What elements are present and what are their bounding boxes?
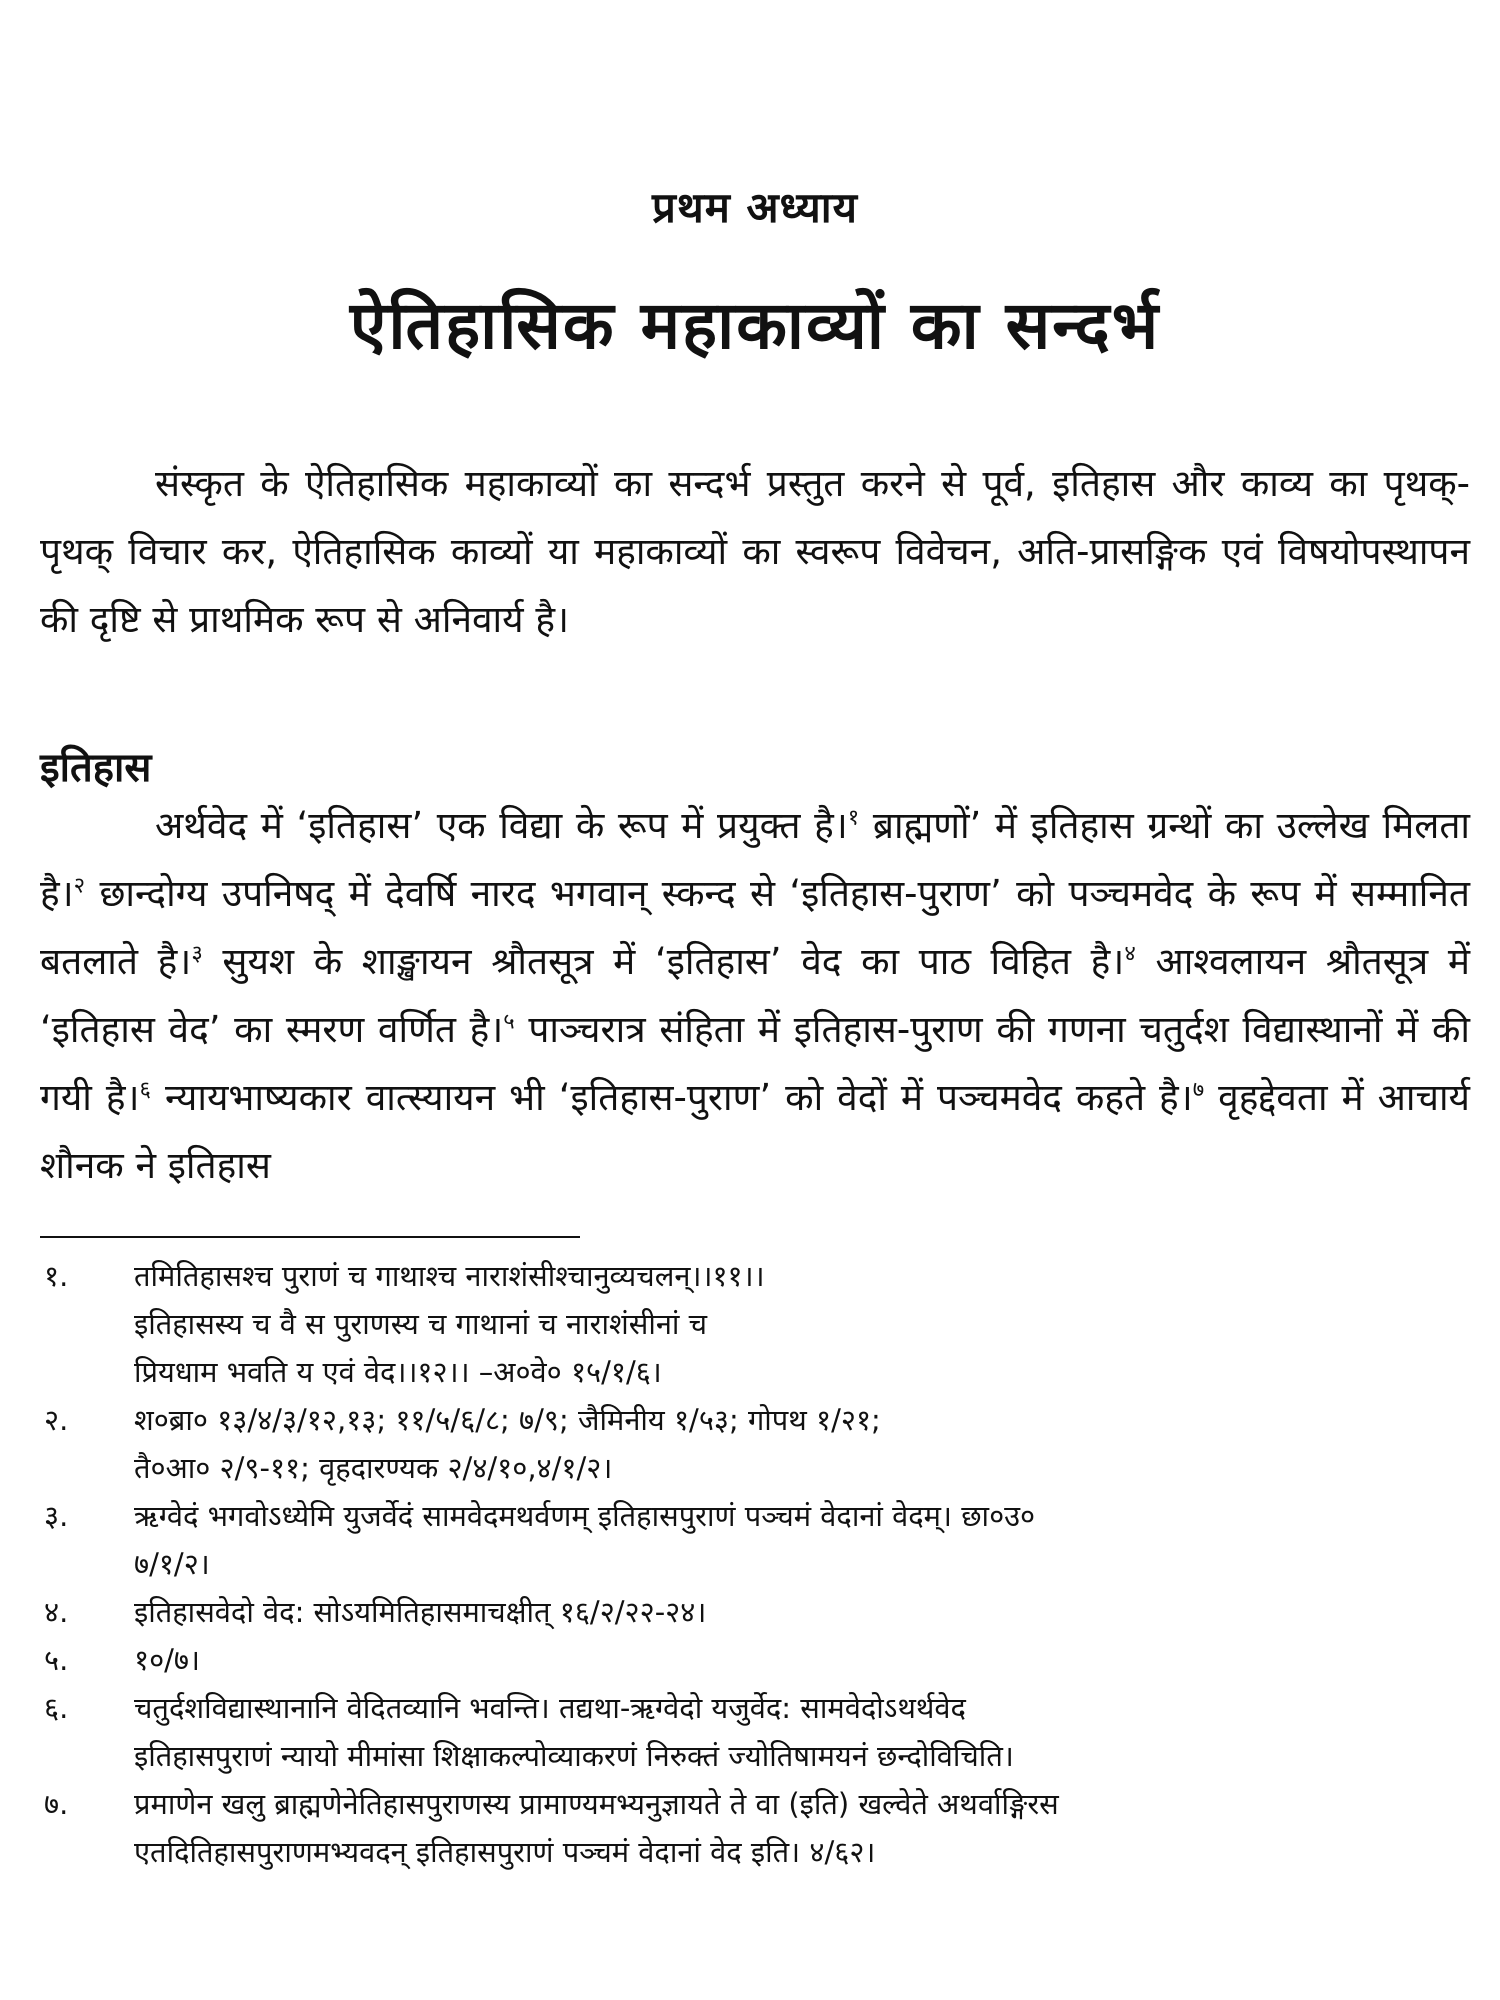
footnote-text: [134, 1396, 1470, 1492]
footnote-line: इतिहासवेदो वेद: सोऽयमितिहासमाचक्षीत् १६/२/२२-२४।: [134, 1595, 707, 1629]
intro-paragraph: [40, 450, 1470, 654]
footnote-text: [134, 1588, 1470, 1636]
footnote-line: ऋग्वेदं भगवोऽध्येमि युजर्वेदं सामवेदमथर्वणम् इतिहासपुराणं पञ्चमं वेदानां वेदम्। छा०उ०: [134, 1499, 1036, 1533]
footnote-ref: ४: [1124, 941, 1136, 967]
paragraph-segment: आश्वलायन श्रौतसूत्र में ‘इतिहास वेद’ का स्मरण वर्णित है।: [40, 940, 1470, 1051]
footnote-text: [134, 1252, 1470, 1396]
footnote-line: श०ब्रा० १३/४/३/१२,१३; ११/५/६/८; ७/९; जैमिनीय १/५३; गोपथ १/२१;: [134, 1403, 881, 1437]
footnote-item: [40, 1780, 1470, 1876]
section-paragraph: [40, 792, 1470, 1200]
footnote-number: ६.: [44, 1691, 69, 1725]
paragraph-segment: छान्दोग्य उपनिषद् में देवर्षि नारद भगवान् स्कन्द से ‘इतिहास-पुराण’ को पञ्चमवेद के रूप में सम्मानित बतलाते है।: [40, 872, 1470, 983]
footnote-item: [40, 1492, 1470, 1588]
footnote-ref: ३: [191, 941, 203, 967]
footnote-number: ३.: [44, 1499, 69, 1533]
footnotes: [40, 1252, 1470, 1876]
footnote-item: [40, 1588, 1470, 1636]
footnote-line: एतदितिहासपुराणमभ्यवदन् इतिहासपुराणं पञ्चमं वेदानां वेद इति। ४/६२।: [134, 1835, 876, 1869]
footnote-line: तमितिहासश्च पुराणं च गाथाश्च नाराशंसीश्चानुव्यचलन्।।११।।: [134, 1259, 765, 1293]
footnote-item: [40, 1636, 1470, 1684]
paragraph-segment: ब्राह्मणों’ में इतिहास ग्रन्थों का उल्लेख मिलता है।: [40, 804, 1470, 915]
footnote-line: ७/१/२।: [134, 1547, 210, 1581]
footnote-text: [134, 1636, 1470, 1684]
paragraph-segment: पाञ्चरात्र संहिता में इतिहास-पुराण की गणना चतुर्दश विद्यास्थानों में की गयी है।: [40, 1008, 1470, 1119]
section-heading: इतिहास: [40, 745, 152, 791]
footnote-ref: २: [73, 873, 86, 899]
footnote-text: [134, 1684, 1470, 1780]
footnote-ref: ७: [1192, 1077, 1205, 1103]
paragraph-segment: न्यायभाष्यकार वात्स्यायन भी ‘इतिहास-पुराण’ को वेदों में पञ्चमवेद कहते है।: [151, 1076, 1193, 1119]
footnote-item: [40, 1396, 1470, 1492]
chapter-title: ऐतिहासिक महाकाव्यों का सन्दर्भ: [349, 287, 1161, 364]
footnote-line: प्रमाणेन खलु ब्राह्मणेनेतिहासपुराणस्य प्रामाण्यमभ्यनुज्ञायते ते वा (इति) खल्वेते अथर्वाङ्गिरस: [134, 1787, 1059, 1821]
footnote-number: ४.: [44, 1595, 69, 1629]
footnote-line: तै०आ० २/९-११; वृहदारण्यक २/४/१०,४/१/२।: [134, 1451, 613, 1485]
footnote-number: २.: [44, 1403, 69, 1437]
footnote-item: [40, 1252, 1470, 1396]
footnote-number: ५.: [44, 1643, 69, 1677]
footnote-line: इतिहासपुराणं न्यायो मीमांसा शिक्षाकल्पोव्याकरणं निरुक्तं ज्योतिषामयनं छन्दोविचिति।: [134, 1739, 1014, 1773]
footnote-text: [134, 1780, 1470, 1876]
footnote-number: ७.: [44, 1787, 69, 1821]
paragraph-segment: वृहद्देवता में आचार्य शौनक ने इतिहास: [40, 1076, 1471, 1187]
paragraph-segment: अर्थवेद में ‘इतिहास’ एक विद्या के रूप में प्रयुक्त है।: [155, 804, 848, 847]
chapter-label: प्रथम अध्याय: [652, 183, 858, 232]
footnote-line: चतुर्दशविद्यास्थानानि वेदितव्यानि भवन्ति। तद्यथा-ऋग्वेदो यजुर्वेद: सामवेदोऽथर्थवेद: [134, 1691, 966, 1725]
footnote-item: [40, 1684, 1470, 1780]
footnote-ref: ५: [503, 1009, 515, 1035]
footnote-number: १.: [44, 1259, 69, 1293]
footnote-line: इतिहासस्य च वै स पुराणस्य च गाथानां च नाराशंसीनां च: [134, 1307, 708, 1341]
paragraph-segment: सुयश के शाङ्खायन श्रौतसूत्र में ‘इतिहास’ वेद का पाठ विहित है।: [202, 940, 1125, 983]
footnote-ref: ६: [139, 1077, 151, 1103]
intro-paragraph-text: संस्कृत के ऐतिहासिक महाकाव्यों का सन्दर्भ प्रस्तुत करने से पूर्व, इतिहास और काव्य का पृथक्-पृथक् विचार कर, ऐतिहासिक काव्यों या महाकाव्यों का स्वरूप विवेचन, अति-प्रासङ्गिक एवं विषयोपस्थापन की दृष्टि से प्राथमिक रूप से अनिवार्य है।: [40, 462, 1470, 641]
footnote-text: [134, 1492, 1470, 1588]
footnote-ref: १: [847, 805, 860, 831]
book-page: [40, 0, 1470, 2000]
footnote-divider: [40, 1236, 580, 1238]
footnote-line: प्रियधाम भवति य एवं वेद।।१२।। –अ०वे० १५/१/६।: [134, 1355, 662, 1389]
footnote-line: १०/७।: [134, 1643, 201, 1677]
